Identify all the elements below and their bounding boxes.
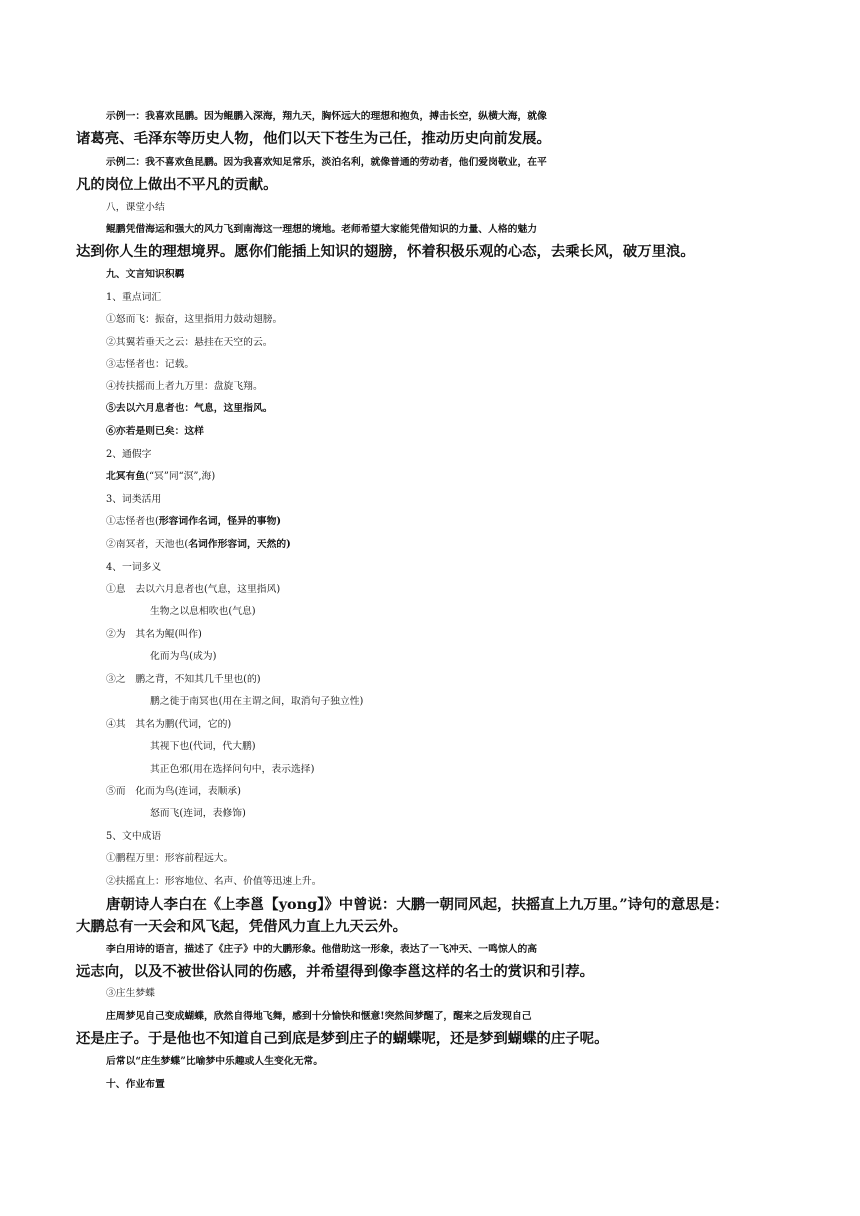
zhuangzi-paragraph-line-2: 还是庄子。于是他也不知道自己到底是梦到庄子的蝴蝶呢，还是梦到蝴蝶的庄子呢。 [76,1030,609,1047]
tongjiazi-note: (“冥”同“溟”,海) [145,471,216,482]
example-two-line-2: 凡的岗位上做出不平凡的贡献。 [76,176,278,193]
word-class-2-phrase: ②南冥者，天池也( [106,539,189,550]
key-word-5: ⑤去以六月息者也：气息，这里指风。 [106,403,273,414]
polysemy-xi-1: ①息 去以六月息者也(气息，这里指风) [106,584,281,595]
polysemy-qi-2: 其视下也(代词，代大鹏) [150,741,256,752]
example-two-line-1: 示例二：我不喜欢鱼昆鹏。因为我喜欢知足常乐，淡泊名利，就像普通的劳动者，他们爱岗敬业，在平 [106,157,547,168]
word-class-item-2 [106,534,810,556]
polysemy-zhi-1: ③之 鹏之背，不知其几千里也(的) [106,674,261,685]
word-class-1-note: 形容词作名词，怪异的事物) [158,516,282,527]
example-one-line-2: 诸葛亮、毛泽东等历史人物，他们以天下苍生为己任，推动历史向前发展。 [76,130,551,147]
polysemy-er-1: ⑤而 化而为鸟(连词，表顺承) [106,786,242,797]
word-class-1-phrase: ①志怪者也( [106,516,159,527]
li-bai-paragraph-line-3: 李白用诗的语言，描述了《庄子》中的大鹏形象。他借助这一形象，表达了一飞冲天、一鸣惊人的高 [106,944,538,955]
subsection-polysemy: 4、一词多义 [106,562,162,573]
key-word-2: ②其翼若垂天之云：悬挂在天空的云。 [106,337,273,348]
summary-line-1: 鲲鹏凭借海运和强大的风力飞到南海这一理想的境地。老师希望大家能凭借知识的力量、人格的魅力 [106,224,538,235]
subsection-key-words: 1、重点词汇 [106,292,162,303]
subsection-tongjiazi: 2、通假字 [106,449,152,460]
polysemy-qi-1: ④其 其名为鹏(代词，它的) [106,719,232,730]
section-10-heading: 十、作业布置 [106,1079,165,1090]
tongjiazi-item [106,466,810,488]
key-word-1: ①怒而飞：振奋，这里指用力鼓动翅膀。 [106,314,283,325]
zhuangzi-paragraph-line-3: 后常以“庄生梦蝶”比喻梦中乐趣或人生变化无常。 [106,1056,324,1067]
idiom-1: ①鹏程万里：形容前程远大。 [106,853,234,864]
li-bai-paragraph-line-2: 大鹏总有一天会和风飞起，凭借风力直上九天云外。 [76,918,407,935]
polysemy-wei-2: 化而为鸟(成为) [150,651,217,662]
example-one-line-1: 示例一：我喜欢昆鹏。因为鲲鹏入深海，翔九天，胸怀远大的理想和抱负，搏击长空，纵横大海，就像 [106,111,547,122]
polysemy-zhi-2: 鹏之徙于南冥也(用在主谓之间，取消句子独立性) [150,696,364,707]
summary-line-2: 达到你人生的理想境界。愿你们能插上知识的翅膀，怀着积极乐观的心态，去乘长风，破万里浪。 [76,243,695,260]
tongjiazi-phrase: 北冥有鱼 [106,471,146,482]
section-8-heading: 八，课堂小结 [106,202,165,213]
key-word-4: ④抟扶摇而上者九万里：盘旋飞翔。 [106,381,263,392]
subsection-idioms: 5、文中成语 [106,831,162,842]
li-bai-paragraph-line-4: 远志向，以及不被世俗认同的伤感，并希望得到像李邕这样的名士的赏识和引荐。 [76,963,595,980]
li-bai-paragraph-line-1: 唐朝诗人李白在《上李邕【yong】》中曾说：大鹏一朝同风起，扶摇直上九万里。”诗句的意思是： [106,896,729,913]
zhuangzi-paragraph-line-1: 庄周梦见自己变成蝴蝶，欣然自得地飞舞，感到十分愉快和惬意!突然间梦醒了，醒来之后发现自己 [106,1011,532,1022]
polysemy-qi-3: 其正色邪(用在选择问句中，表示选择) [150,764,315,775]
key-word-6: ⑥亦若是则已矣：这样 [106,426,204,437]
key-word-3: ③志怪者也：记载。 [106,359,195,370]
word-class-2-note: 名词作形容词，天然的) [188,539,291,550]
idiom-3: ③庄生梦蝶 [106,988,155,999]
polysemy-xi-2: 生物之以息相吹也(气息) [150,606,256,617]
word-class-item-1 [106,511,810,533]
section-9-heading: 九、文言知识积羁 [106,269,185,280]
idiom-2: ②扶摇直上：形容地位、名声、价值等迅速上升。 [106,876,322,887]
polysemy-wei-1: ②为 其名为鲲(叫作) [106,629,202,640]
subsection-word-class: 3、词类活用 [106,494,162,505]
polysemy-er-2: 怒而飞(连词，表修饰) [150,808,246,819]
